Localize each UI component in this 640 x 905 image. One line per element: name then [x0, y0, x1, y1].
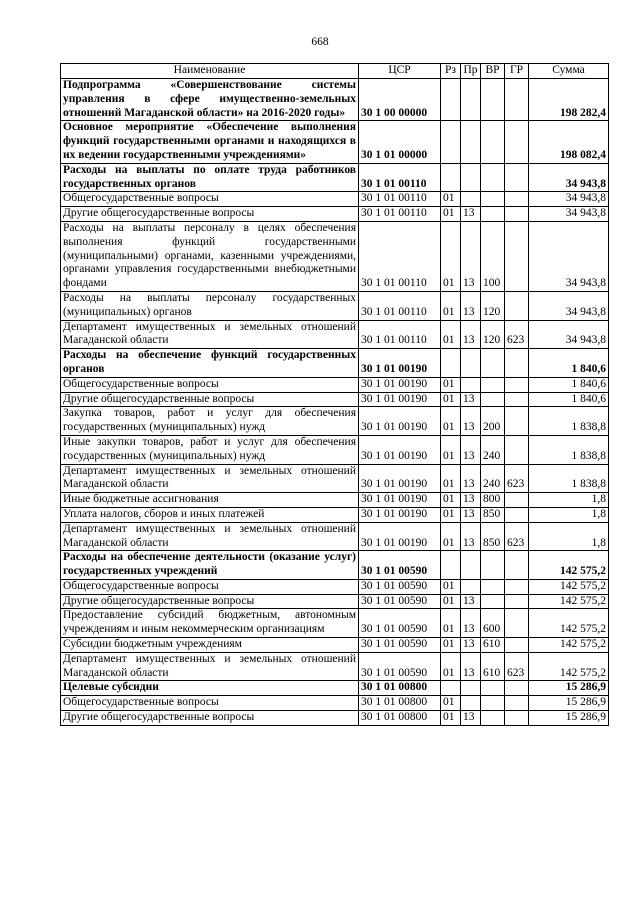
- table-row: [61, 192, 609, 207]
- row-vr: 850: [481, 507, 505, 522]
- row-name: Другие общегосударственные вопросы: [61, 594, 359, 609]
- row-csr: 30 1 01 00800: [359, 696, 441, 711]
- row-name: Расходы на обеспечение функций государственных органов: [61, 349, 359, 378]
- row-sum: 142 575,2: [529, 638, 609, 653]
- row-csr: 30 1 01 00590: [359, 638, 441, 653]
- row-vr: 120: [481, 291, 505, 320]
- row-csr: 30 1 01 00190: [359, 435, 441, 464]
- row-name: Расходы на обеспечение деятельности (оказание услуг) государственных учреждений: [61, 551, 359, 580]
- row-csr: 30 1 01 00590: [359, 594, 441, 609]
- row-vr: 240: [481, 464, 505, 493]
- row-gr: [505, 507, 529, 522]
- row-gr: [505, 207, 529, 222]
- row-name: Иные закупки товаров, работ и услуг для обеспечения государственных (муниципальных) нужд: [61, 435, 359, 464]
- row-vr: 610: [481, 638, 505, 653]
- row-name: Департамент имущественных и земельных отношений Магаданской области: [61, 464, 359, 493]
- row-pr: [461, 681, 481, 696]
- row-csr: 30 1 01 00190: [359, 349, 441, 378]
- row-sum: 34 943,8: [529, 207, 609, 222]
- row-rz: 01: [441, 696, 461, 711]
- table-row: [61, 594, 609, 609]
- row-sum: 1,8: [529, 507, 609, 522]
- row-sum: 142 575,2: [529, 579, 609, 594]
- row-csr: 30 1 01 00590: [359, 652, 441, 681]
- table-body: [61, 79, 609, 726]
- row-gr: [505, 711, 529, 726]
- row-csr: 30 1 01 00110: [359, 221, 441, 291]
- row-pr: [461, 192, 481, 207]
- row-sum: 142 575,2: [529, 551, 609, 580]
- row-sum: 142 575,2: [529, 652, 609, 681]
- row-pr: 13: [461, 291, 481, 320]
- row-csr: 30 1 01 00190: [359, 522, 441, 551]
- row-rz: 01: [441, 291, 461, 320]
- row-csr: 30 1 01 00000: [359, 121, 441, 163]
- row-vr: [481, 551, 505, 580]
- row-name: Иные бюджетные ассигнования: [61, 493, 359, 508]
- row-vr: [481, 207, 505, 222]
- row-csr: 30 1 01 00110: [359, 192, 441, 207]
- row-vr: [481, 192, 505, 207]
- row-gr: 623: [505, 652, 529, 681]
- row-sum: 34 943,8: [529, 192, 609, 207]
- row-name: Основное мероприятие «Обеспечение выполнения функций государственными органами и находящихся в их ведении государственными учреждениями»: [61, 121, 359, 163]
- row-csr: 30 1 01 00190: [359, 407, 441, 436]
- row-name: Другие общегосударственные вопросы: [61, 711, 359, 726]
- row-rz: 01: [441, 320, 461, 349]
- table-row: [61, 493, 609, 508]
- row-sum: 1 838,8: [529, 407, 609, 436]
- row-rz: 01: [441, 522, 461, 551]
- header-sum: Сумма: [529, 64, 609, 79]
- row-gr: [505, 79, 529, 121]
- row-pr: 13: [461, 652, 481, 681]
- row-rz: [441, 79, 461, 121]
- row-pr: [461, 377, 481, 392]
- table-row: [61, 681, 609, 696]
- table-row: [61, 711, 609, 726]
- row-gr: [505, 579, 529, 594]
- table-row: [61, 377, 609, 392]
- row-name: Общегосударственные вопросы: [61, 579, 359, 594]
- row-rz: 01: [441, 207, 461, 222]
- row-rz: 01: [441, 392, 461, 407]
- row-csr: 30 1 01 00190: [359, 464, 441, 493]
- row-pr: 13: [461, 522, 481, 551]
- row-vr: [481, 696, 505, 711]
- row-gr: [505, 681, 529, 696]
- row-rz: [441, 121, 461, 163]
- row-rz: 01: [441, 435, 461, 464]
- table-row: [61, 392, 609, 407]
- row-rz: 01: [441, 594, 461, 609]
- budget-table: [60, 63, 609, 726]
- row-pr: 13: [461, 320, 481, 349]
- row-vr: [481, 163, 505, 192]
- table-row: [61, 207, 609, 222]
- row-vr: [481, 377, 505, 392]
- row-pr: 13: [461, 392, 481, 407]
- table-row: [61, 609, 609, 638]
- row-vr: 610: [481, 652, 505, 681]
- row-name: Департамент имущественных и земельных отношений Магаданской области: [61, 320, 359, 349]
- row-rz: 01: [441, 711, 461, 726]
- table-row: [61, 579, 609, 594]
- row-vr: 240: [481, 435, 505, 464]
- table-row: [61, 507, 609, 522]
- row-gr: [505, 493, 529, 508]
- row-pr: 13: [461, 435, 481, 464]
- row-vr: 120: [481, 320, 505, 349]
- row-csr: 30 1 01 00590: [359, 551, 441, 580]
- row-name: Подпрограмма «Совершенствование системы управления в сфере имущественно-земельных отношений Магаданской области» на 2016-2020 годы»: [61, 79, 359, 121]
- row-pr: 13: [461, 407, 481, 436]
- row-vr: [481, 121, 505, 163]
- row-csr: 30 1 01 00190: [359, 377, 441, 392]
- header-vr: ВР: [481, 64, 505, 79]
- row-gr: 623: [505, 320, 529, 349]
- row-csr: 30 1 01 00800: [359, 681, 441, 696]
- row-sum: 142 575,2: [529, 609, 609, 638]
- row-gr: [505, 407, 529, 436]
- row-sum: 1 838,8: [529, 464, 609, 493]
- row-name: Департамент имущественных и земельных отношений Магаданской области: [61, 522, 359, 551]
- row-rz: [441, 681, 461, 696]
- row-sum: 1 840,6: [529, 392, 609, 407]
- row-pr: 13: [461, 221, 481, 291]
- row-rz: [441, 551, 461, 580]
- row-csr: 30 1 01 00190: [359, 392, 441, 407]
- row-vr: 850: [481, 522, 505, 551]
- row-sum: 198 082,4: [529, 121, 609, 163]
- row-sum: 15 286,9: [529, 681, 609, 696]
- row-csr: 30 1 01 00800: [359, 711, 441, 726]
- row-csr: 30 1 00 00000: [359, 79, 441, 121]
- table-row: [61, 464, 609, 493]
- row-name: Департамент имущественных и земельных отношений Магаданской области: [61, 652, 359, 681]
- row-name: Общегосударственные вопросы: [61, 696, 359, 711]
- row-vr: 800: [481, 493, 505, 508]
- table-row: [61, 652, 609, 681]
- row-rz: [441, 163, 461, 192]
- row-vr: [481, 711, 505, 726]
- header-pr: Пр: [461, 64, 481, 79]
- row-pr: 13: [461, 207, 481, 222]
- row-vr: 200: [481, 407, 505, 436]
- row-pr: 13: [461, 594, 481, 609]
- table-row: [61, 638, 609, 653]
- row-csr: 30 1 01 00190: [359, 507, 441, 522]
- row-vr: [481, 681, 505, 696]
- row-gr: [505, 594, 529, 609]
- row-pr: [461, 79, 481, 121]
- row-rz: 01: [441, 221, 461, 291]
- row-vr: [481, 392, 505, 407]
- row-sum: 34 943,8: [529, 291, 609, 320]
- page-number: 668: [311, 36, 329, 48]
- row-gr: [505, 192, 529, 207]
- row-name: Уплата налогов, сборов и иных платежей: [61, 507, 359, 522]
- row-name: Расходы на выплаты по оплате труда работников государственных органов: [61, 163, 359, 192]
- row-pr: [461, 696, 481, 711]
- row-csr: 30 1 01 00590: [359, 609, 441, 638]
- row-vr: [481, 349, 505, 378]
- row-name: Целевые субсидии: [61, 681, 359, 696]
- row-gr: [505, 221, 529, 291]
- table-row: [61, 435, 609, 464]
- row-gr: [505, 377, 529, 392]
- table-row: [61, 349, 609, 378]
- row-pr: 13: [461, 711, 481, 726]
- table-row: [61, 320, 609, 349]
- row-name: Другие общегосударственные вопросы: [61, 392, 359, 407]
- row-csr: 30 1 01 00110: [359, 163, 441, 192]
- table-row: [61, 522, 609, 551]
- row-name: Расходы на выплаты персоналу государственных (муниципальных) органов: [61, 291, 359, 320]
- row-name: Субсидии бюджетным учреждениям: [61, 638, 359, 653]
- row-gr: [505, 392, 529, 407]
- row-rz: 01: [441, 464, 461, 493]
- row-vr: [481, 579, 505, 594]
- table-row: [61, 407, 609, 436]
- row-sum: 1,8: [529, 493, 609, 508]
- row-pr: 13: [461, 638, 481, 653]
- row-gr: [505, 638, 529, 653]
- row-rz: 01: [441, 192, 461, 207]
- row-sum: 1 840,6: [529, 349, 609, 378]
- row-vr: [481, 594, 505, 609]
- row-sum: 198 282,4: [529, 79, 609, 121]
- row-pr: 13: [461, 609, 481, 638]
- row-name: Закупка товаров, работ и услуг для обеспечения государственных (муниципальных) нужд: [61, 407, 359, 436]
- header-csr: ЦСР: [359, 64, 441, 79]
- row-vr: 100: [481, 221, 505, 291]
- row-rz: 01: [441, 377, 461, 392]
- row-csr: 30 1 01 00110: [359, 291, 441, 320]
- table-row: [61, 551, 609, 580]
- row-sum: 1 840,6: [529, 377, 609, 392]
- row-name: Предоставление субсидий бюджетным, автономным учреждениям и иным некоммерческим организациям: [61, 609, 359, 638]
- row-sum: 142 575,2: [529, 594, 609, 609]
- row-gr: [505, 696, 529, 711]
- table-header-row: [61, 64, 609, 79]
- row-csr: 30 1 01 00590: [359, 579, 441, 594]
- row-sum: 34 943,8: [529, 221, 609, 291]
- row-gr: [505, 435, 529, 464]
- row-gr: [505, 609, 529, 638]
- row-gr: [505, 551, 529, 580]
- row-pr: 13: [461, 507, 481, 522]
- row-csr: 30 1 01 00190: [359, 493, 441, 508]
- row-rz: 01: [441, 652, 461, 681]
- row-pr: [461, 121, 481, 163]
- table-row: [61, 121, 609, 163]
- table-row: [61, 696, 609, 711]
- row-sum: 15 286,9: [529, 696, 609, 711]
- row-vr: [481, 79, 505, 121]
- header-gr: ГР: [505, 64, 529, 79]
- row-rz: 01: [441, 507, 461, 522]
- row-pr: 13: [461, 464, 481, 493]
- table-row: [61, 163, 609, 192]
- table-row: [61, 79, 609, 121]
- header-rz: Рз: [441, 64, 461, 79]
- row-csr: 30 1 01 00110: [359, 207, 441, 222]
- row-sum: 34 943,8: [529, 320, 609, 349]
- row-rz: 01: [441, 579, 461, 594]
- row-gr: [505, 121, 529, 163]
- row-pr: 13: [461, 493, 481, 508]
- row-gr: 623: [505, 522, 529, 551]
- row-rz: 01: [441, 609, 461, 638]
- row-name: Общегосударственные вопросы: [61, 377, 359, 392]
- row-sum: 1 838,8: [529, 435, 609, 464]
- row-name: Другие общегосударственные вопросы: [61, 207, 359, 222]
- row-pr: [461, 551, 481, 580]
- row-name: Расходы на выплаты персоналу в целях обеспечения выполнения функций государственными (муниципальными) органами, казенными учреждениями, органами управления государственными внебюджетными фондами: [61, 221, 359, 291]
- row-rz: 01: [441, 493, 461, 508]
- row-sum: 34 943,8: [529, 163, 609, 192]
- row-gr: [505, 291, 529, 320]
- row-rz: [441, 349, 461, 378]
- row-pr: [461, 349, 481, 378]
- header-name: Наименование: [61, 64, 359, 79]
- row-rz: 01: [441, 407, 461, 436]
- table-row: [61, 291, 609, 320]
- row-gr: [505, 349, 529, 378]
- row-sum: 1,8: [529, 522, 609, 551]
- row-pr: [461, 163, 481, 192]
- row-rz: 01: [441, 638, 461, 653]
- row-vr: 600: [481, 609, 505, 638]
- row-pr: [461, 579, 481, 594]
- row-gr: [505, 163, 529, 192]
- row-csr: 30 1 01 00110: [359, 320, 441, 349]
- row-gr: 623: [505, 464, 529, 493]
- row-sum: 15 286,9: [529, 711, 609, 726]
- table-row: [61, 221, 609, 291]
- row-name: Общегосударственные вопросы: [61, 192, 359, 207]
